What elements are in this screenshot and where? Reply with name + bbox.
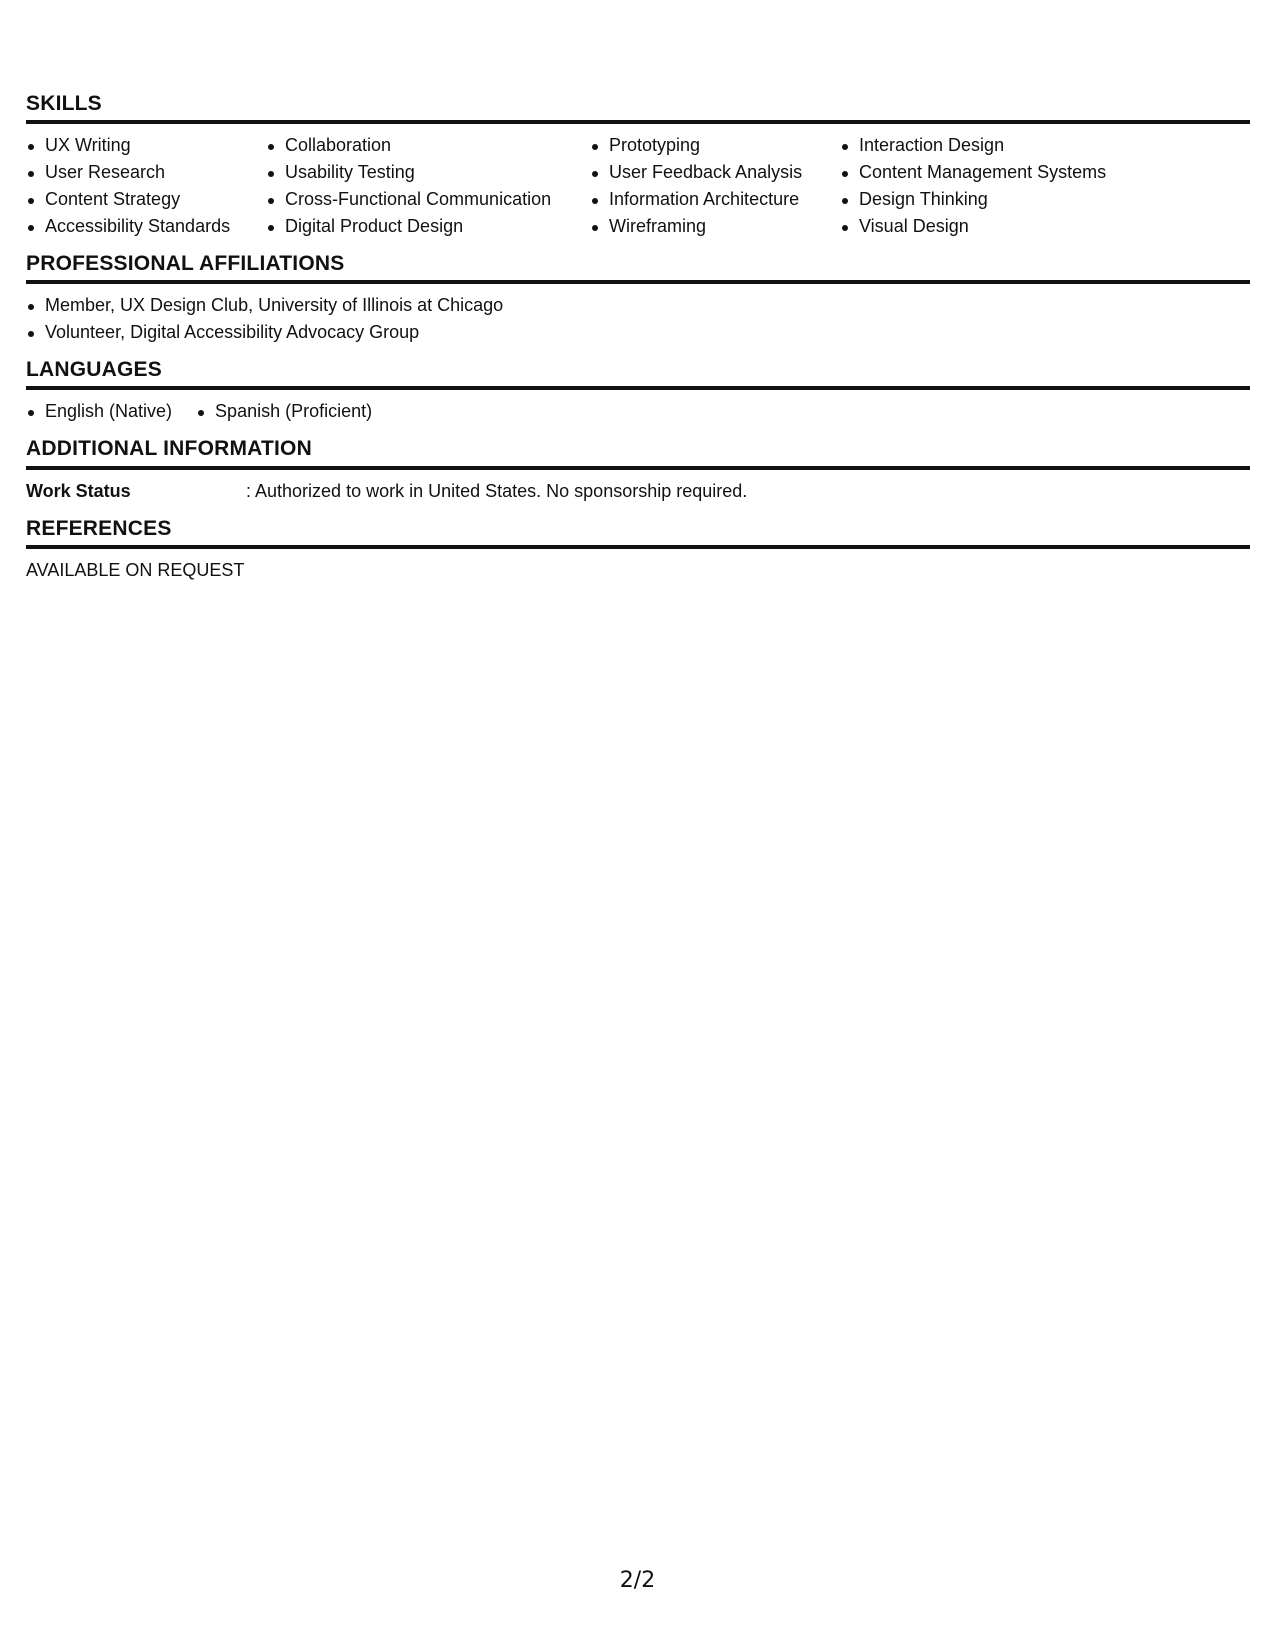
references-text: AVAILABLE ON REQUEST <box>26 559 245 580</box>
skill-item: Visual Design <box>840 213 1140 240</box>
skill-item: Content Strategy <box>26 186 266 213</box>
skill-item: Accessibility Standards <box>26 213 266 240</box>
language-item: English (Native) <box>26 398 172 425</box>
skills-column-4 <box>840 132 1140 240</box>
skill-item: Usability Testing <box>266 159 590 186</box>
affiliation-item: Member, UX Design Club, University of Illinois at Chicago <box>26 292 1250 319</box>
references-section <box>26 517 1250 584</box>
affiliations-heading: PROFESSIONAL AFFILIATIONS <box>26 252 1250 284</box>
skill-item: Wireframing <box>590 213 840 240</box>
skills-column-3 <box>590 132 840 240</box>
languages-list <box>26 398 1250 425</box>
skill-item: Cross-Functional Communication <box>266 186 590 213</box>
work-status-row <box>26 478 1250 505</box>
resume-page <box>26 92 1250 596</box>
references-heading: REFERENCES <box>26 517 1250 549</box>
work-status-value: : Authorized to work in United States. No sponsorship required. <box>246 480 748 501</box>
skill-item: Interaction Design <box>840 132 1140 159</box>
skills-column-2 <box>266 132 590 240</box>
skill-item: Collaboration <box>266 132 590 159</box>
skill-item: Content Management Systems <box>840 159 1140 186</box>
language-item: Spanish (Proficient) <box>196 398 372 425</box>
additional-info-section <box>26 437 1250 504</box>
languages-heading: LANGUAGES <box>26 358 1250 390</box>
page-number: 2/2 <box>619 1568 656 1593</box>
affiliation-item: Volunteer, Digital Accessibility Advocacy Group <box>26 319 1250 346</box>
skill-item: Prototyping <box>590 132 840 159</box>
skills-heading: SKILLS <box>26 92 1250 124</box>
skills-section <box>26 92 1250 240</box>
skills-grid <box>26 132 1250 240</box>
additional-info-heading: ADDITIONAL INFORMATION <box>26 437 1250 469</box>
skill-item: User Research <box>26 159 266 186</box>
skill-item: Information Architecture <box>590 186 840 213</box>
skill-item: User Feedback Analysis <box>590 159 840 186</box>
work-status-label: Work Status <box>26 480 131 501</box>
languages-section <box>26 358 1250 425</box>
skills-column-1 <box>26 132 266 240</box>
skill-item: UX Writing <box>26 132 266 159</box>
skill-item: Digital Product Design <box>266 213 590 240</box>
skill-item: Design Thinking <box>840 186 1140 213</box>
affiliations-section <box>26 252 1250 346</box>
affiliations-list <box>26 292 1250 346</box>
